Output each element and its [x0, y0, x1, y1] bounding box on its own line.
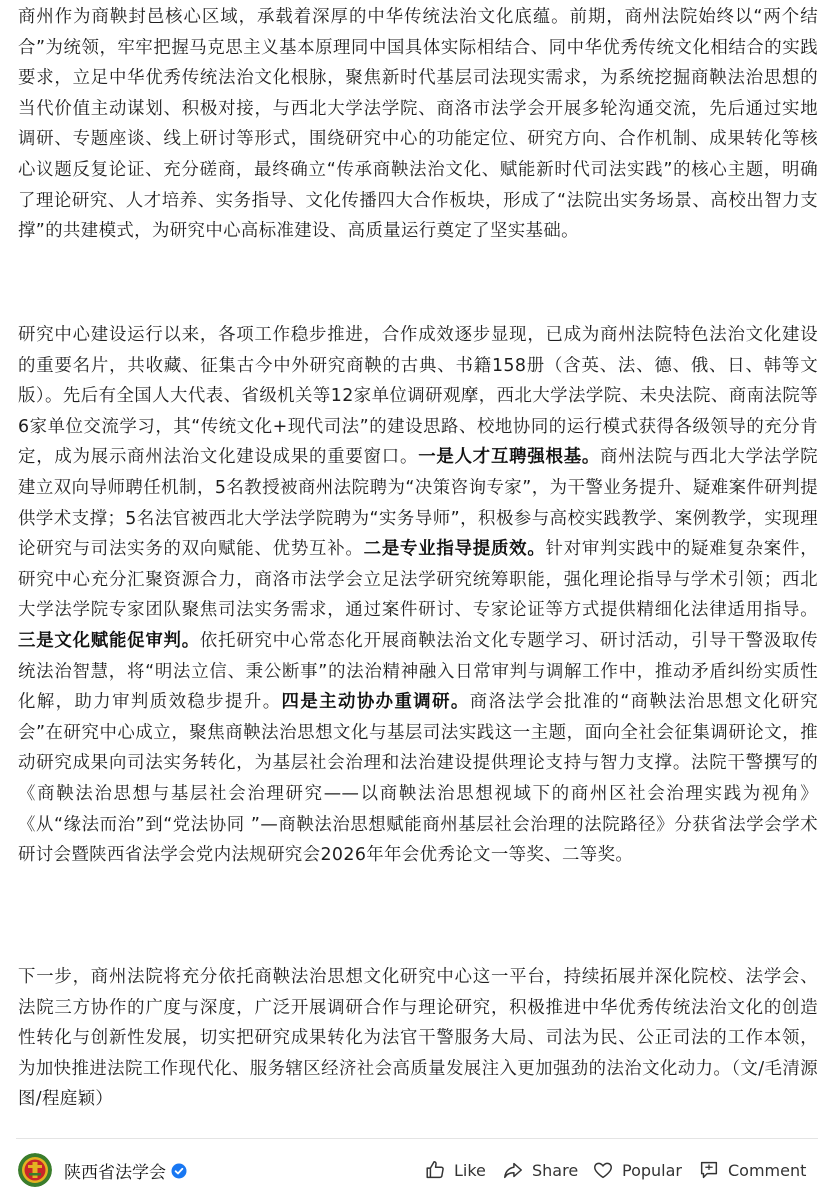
share-arrow-icon [502, 1159, 524, 1181]
paragraph-2 [18, 320, 818, 871]
text-run: 商洛法学会批准的“商鞅法治思想文化研究会”在研究中心成立，聚焦商鞅法治思想文化与基层司法实践这一主题，面向全社会征集调研论文，推动研究成果向司法实务转化，为基层社会治理和法治建设提供理论支持与智力支撑。法院干警撰写的《商鞅法治思想与基层社会治理研究——以商鞅法治思想视域下的商州区社会治理实践为视角》《从“缘法而治”到“党法协同 ”—商鞅法治思想赋能商州基层社会治理的法院路径》分获省法学会学术研讨会暨陕西省法学会党内法规研究会2026年年会优秀论文一等奖、二等奖。 [18, 692, 818, 866]
comment-label: Comment [728, 1160, 807, 1180]
like-button[interactable] [424, 1155, 486, 1185]
law-society-emblem-icon [18, 1153, 52, 1187]
text-run: 研究中心建设运行以来，各项工作稳步推进，合作成效逐步显现，已成为商州法院特色法治文化建设的重要名片，共收藏、征集古今中外研究商鞅的古典、书籍158册（含英、法、德、俄、日、韩等文版）。先后有全国人大代表、省级机关等12家单位调研观摩，西北大学法学院、未央法院、商南法院等6家单位交流学习，其“传统文化+现代司法”的建设思路、校地协同的运行模式获得各级领导的充分肯定，成为展示商州法治文化建设成果的重要窗口。 [18, 325, 818, 468]
verified-badge-icon [171, 1163, 187, 1179]
bold-heading-run: 二是专业指导提质效。 [363, 539, 546, 560]
paragraph-1 [18, 2, 818, 247]
text-run: 商州作为商鞅封邑核心区域，承载着深厚的中华传统法治文化底蕴。前期，商州法院始终以“两个结合”为统领，牢牢把握马克思主义基本原理同中国具体实际相结合、同中华优秀传统文化相结合的实践要求，立足中华优秀传统法治文化根脉，聚焦新时代基层司法现实需求，为系统挖掘商鞅法治思想的当代价值主动谋划、积极对接，与西北大学法学院、商洛市法学会开展多轮沟通交流，先后通过实地调研、专题座谈、线上研讨等形式，围绕研究中心的功能定位、研究方向、合作机制、成果转化等核心议题反复论证、充分磋商，最终确立“传承商鞅法治文化、赋能新时代司法实践”的核心主题，明确了理论研究、人才培养、实务指导、文化传播四大合作板块，形成了“法院出实务场景、高校出智力支撑”的共建模式，为研究中心高标准建设、高质量运行奠定了坚实基础。 [18, 7, 818, 242]
popular-button[interactable] [592, 1155, 682, 1185]
text-run: 下一步，商州法院将充分依托商鞅法治思想文化研究中心这一平台，持续拓展并深化院校、法学会、法院三方协作的广度与深度，广泛开展调研合作与理论研究，积极推进中华优秀传统法治文化的创造性转化与创新性发展，切实把研究成果转化为法官干警服务大局、司法为民、公正司法的工作本领，为加快推进法院工作现代化、服务辖区经济社会高质量发展注入更加强劲的法治文化动力。（文/毛清源 图/程庭颖） [18, 967, 818, 1110]
comment-button[interactable] [698, 1155, 806, 1185]
text-run: 针对审判实践中的疑难复杂案件，研究中心充分汇聚资源合力，商洛市法学会立足法学研究统筹职能，强化理论指导与学术引领；西北大学法学院专家团队聚焦司法实务需求，通过案件研讨、专家论证等方式提供精细化法律适用指导。 [18, 539, 818, 621]
author-name[interactable] [64, 1158, 187, 1183]
bold-heading-run: 三是文化赋能促审判。 [18, 630, 200, 651]
bold-heading-run: 一是人才互聘强根基。 [418, 447, 601, 468]
like-label: Like [454, 1160, 486, 1180]
author-label: 陕西省法学会 [64, 1163, 166, 1183]
share-label: Share [532, 1160, 579, 1180]
heart-icon [592, 1159, 614, 1181]
share-button[interactable] [502, 1155, 578, 1185]
comment-bubble-icon [698, 1159, 720, 1181]
post-footer [0, 1140, 834, 1200]
paragraph-3 [18, 962, 818, 1115]
text-run: 依托研究中心常态化开展商鞅法治文化专题学习、研讨活动，引导干警汲取传统法治智慧，将“明法立信、秉公断事”的法治精神融入日常审判与调解工作中，推动矛盾纠纷实质性化解，助力审判质效稳步提升。 [18, 630, 818, 713]
thumbs-up-icon [424, 1159, 446, 1181]
footer-divider [16, 1138, 818, 1139]
text-run: 商州法院与西北大学法学院建立双向导师聘任机制，5名教授被商州法院聘为“决策咨询专家”，为干警业务提升、疑难案件研判提供学术支撑；5名法官被西北大学法学院聘为“实务导师”，积极参与高校实践教学、案例教学，实现理论研究与司法实务的双向赋能、优势互补。 [18, 447, 818, 560]
popular-label: Popular [622, 1160, 682, 1180]
avatar[interactable] [18, 1153, 52, 1187]
bold-heading-run: 四是主动协办重调研。 [281, 692, 470, 713]
